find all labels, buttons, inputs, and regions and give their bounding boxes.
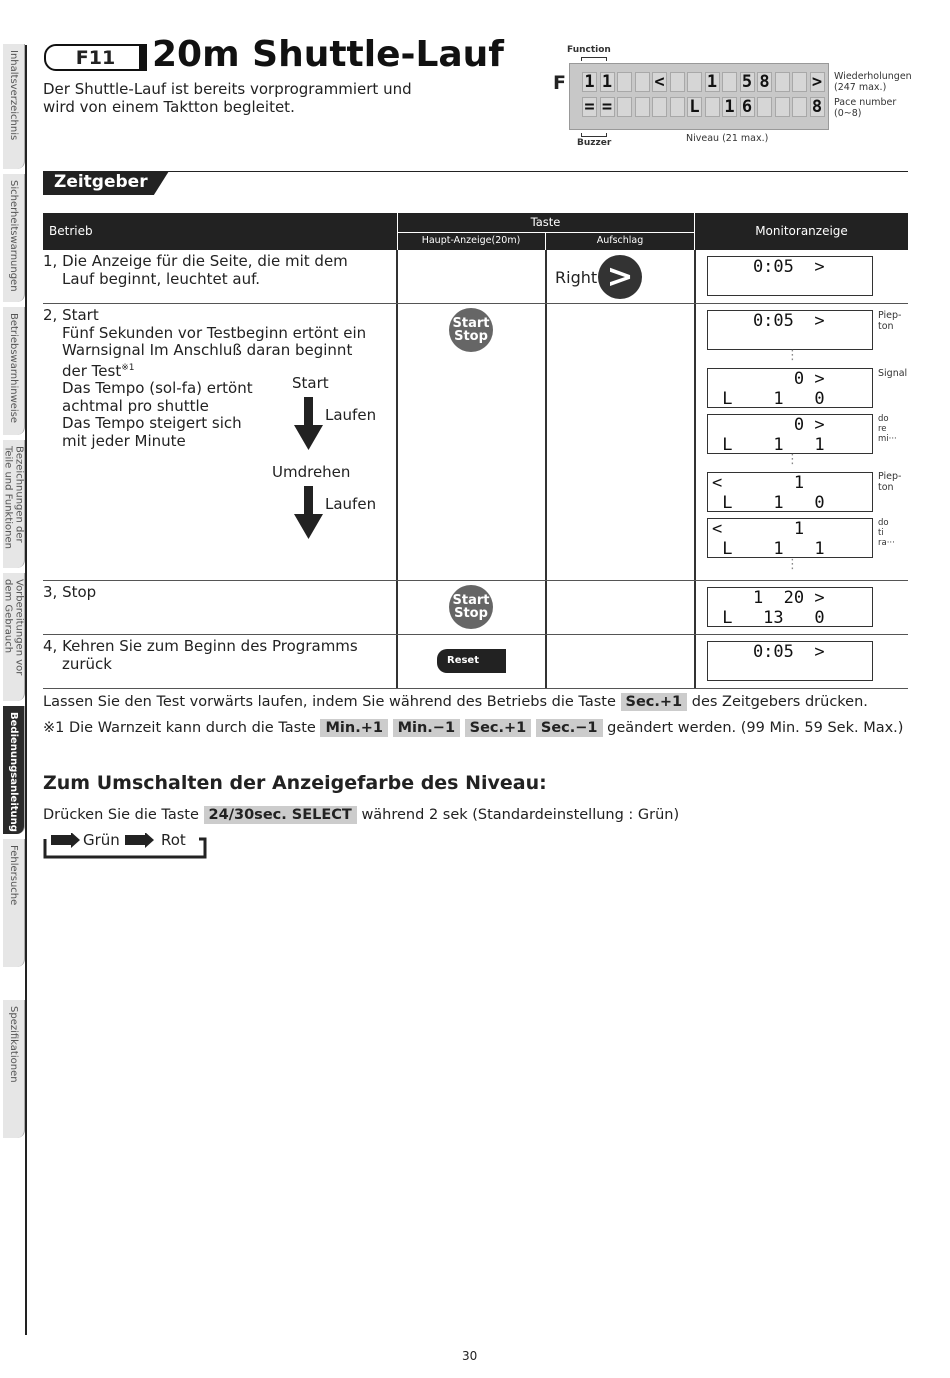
monitor-display (707, 472, 873, 512)
tab-inhaltsverzeichnis[interactable] (3, 44, 25, 169)
row-text: mit jeder Minute (62, 431, 186, 450)
color-instruction (43, 806, 679, 824)
row-text: 4, Kehren Sie zum Beginn des Programms (43, 637, 358, 655)
flow-umdrehen: Umdrehen (272, 463, 351, 481)
key-min-plus: Min.+1 (320, 719, 387, 737)
lcd-cell (775, 72, 790, 92)
note-text: ※1 Die Warnzeit kann durch die Taste (43, 720, 316, 736)
key-sec-plus: Sec.+1 (465, 719, 532, 737)
lcd-cell: 1 (722, 97, 737, 117)
tab-label: Bedienungsanleitung (8, 712, 19, 832)
monitor-display: 0:05 > (707, 641, 873, 681)
lcd-cell (617, 72, 632, 92)
table-row (43, 253, 348, 288)
column-divider (396, 250, 398, 688)
monitor-line: < 1 (712, 473, 825, 493)
monitor-line: L 1 1 (712, 435, 825, 455)
instruction-text: während 2 sek (Standardeinstellung : Grün) (361, 807, 680, 823)
row-text: 1, Die Anzeige für die Seite, die mit dem (43, 252, 348, 270)
monitor-note: Piep- ton (878, 471, 902, 493)
column-divider (694, 250, 696, 688)
lcd-cell (705, 97, 720, 117)
key-sec-minus: Sec.−1 (536, 719, 603, 737)
lcd-cell: L (687, 97, 702, 117)
tab-label: Inhaltsverzeichnis (8, 50, 19, 141)
monitor-line: 0 > (712, 415, 825, 435)
tab-label: Sicherheitswarnungen (8, 180, 19, 292)
monitor-line: L 1 0 (712, 493, 825, 513)
arrow-down-icon (294, 486, 324, 540)
lcd-cell: 8 (757, 72, 772, 92)
flow-start: Start (292, 374, 329, 392)
lcd-cell: 1 (705, 72, 720, 92)
lcd-cell (670, 97, 685, 117)
note-wiederholungen (834, 71, 912, 93)
header-divider (694, 213, 695, 250)
monitor-display: 0:05 > (707, 256, 873, 296)
lcd-cell: 8 (810, 97, 825, 117)
row-divider (43, 688, 908, 689)
monitor-line: 0:05 > (712, 311, 825, 331)
function-badge (44, 44, 147, 71)
row-text: Das Tempo steigert sich (62, 414, 242, 432)
function-bracket (581, 57, 607, 61)
lcd-cell: = (582, 97, 597, 117)
note-text: des Zeitgebers drücken. (691, 694, 868, 710)
tab-label: Spezifikationen (8, 1006, 19, 1083)
footnote-mark: ※1 (121, 362, 135, 373)
ellipsis-vertical: ⋮ (786, 348, 799, 363)
button-label: Stop (454, 606, 488, 621)
monitor-note: do ti ra··· (878, 518, 895, 548)
col-haupt: Haupt-Anzeige(20m) (421, 235, 521, 246)
page-title: 20m Shuttle-Lauf (152, 34, 504, 75)
instruction-text: Drücken Sie die Taste (43, 807, 199, 823)
col-monitor: Monitoranzeige (755, 224, 848, 238)
monitor-display (707, 518, 873, 558)
right-button[interactable] (598, 255, 642, 299)
row4-text (43, 638, 358, 673)
row-divider (43, 580, 908, 581)
note-text: geändert werden. (99 Min. 59 Sek. Max.) (607, 720, 904, 736)
monitor-display (707, 368, 873, 408)
right-label: Right (555, 268, 598, 287)
arrow-down-icon (294, 397, 324, 451)
note-line: (0~8) (834, 108, 862, 119)
reset-button[interactable]: Reset (437, 649, 506, 673)
lcd-cell (792, 97, 807, 117)
color-heading: Zum Umschalten der Anzeigefarbe des Niveau: (43, 772, 547, 794)
row-text: achtmal pro shuttle (62, 396, 209, 415)
monitor-line: L 1 0 (712, 389, 825, 409)
key-sec-plus: Sec.+1 (621, 693, 688, 711)
tab-betriebswarnhinweise[interactable] (3, 307, 25, 435)
row3-text: 3, Stop (43, 583, 97, 601)
col-aufschlag: Aufschlag (596, 235, 644, 246)
lcd-cell (652, 97, 667, 117)
tab-spezifikationen[interactable] (3, 1000, 25, 1138)
button-label: Stop (454, 329, 488, 344)
tab-fehlersuche[interactable] (3, 839, 25, 967)
button-label: Start (452, 316, 490, 331)
lcd-cell (722, 72, 737, 92)
lcd-cell: < (652, 72, 667, 92)
note-niveau: Niveau (21 max.) (686, 133, 769, 144)
key-min-minus: Min.−1 (393, 719, 460, 737)
f-letter: F (553, 72, 566, 94)
ellipsis-vertical: ⋮ (786, 452, 799, 467)
monitor-note: do re mi··· (878, 414, 897, 444)
col-betrieb: Betrieb (49, 224, 93, 238)
buzzer-bracket (581, 133, 607, 137)
lcd-cell (635, 97, 650, 117)
note-line: Pace number (834, 97, 897, 108)
lcd-cell: 5 (740, 72, 755, 92)
column-divider (545, 250, 547, 688)
monitor-display (707, 414, 873, 454)
monitor-display (707, 310, 873, 350)
row-text: Fünf Sekunden vor Testbeginn ertönt ein (62, 323, 367, 342)
row-text: Das Tempo (sol-fa) ertönt (62, 379, 253, 397)
buzzer-label: Buzzer (577, 138, 612, 148)
tab-bedienungsanleitung[interactable] (3, 706, 25, 834)
section-title: Zeitgeber (54, 172, 148, 192)
flow-laufen: Laufen (325, 406, 377, 424)
button-label: Start (452, 593, 490, 608)
row-text: der Test (62, 361, 122, 380)
note-warnzeit (43, 719, 903, 737)
color-gruen: Grün (83, 831, 120, 849)
monitor-note: Piep- ton (878, 310, 902, 332)
tab-sicherheitswarnungen[interactable] (3, 174, 25, 302)
note-forward (43, 693, 868, 711)
lcd-cell (635, 72, 650, 92)
header-divider (397, 213, 398, 250)
start-stop-button[interactable] (449, 308, 493, 352)
tab-label: Fehlersuche (8, 845, 19, 906)
row-text: Lauf beginnt, leuchtet auf. (62, 269, 261, 288)
lcd-cell: > (810, 72, 825, 92)
lcd-cell: = (600, 97, 615, 117)
note-pace (834, 97, 896, 119)
flow-laufen: Laufen (325, 495, 377, 513)
section-rule (158, 171, 908, 172)
monitor-line: 1 20 > (712, 588, 825, 608)
lcd-cell (617, 97, 632, 117)
lcd-cell (687, 72, 702, 92)
tab-label: Betriebswarnhinweise (8, 313, 19, 424)
note-line: Wiederholungen (834, 71, 912, 82)
lcd-preview (569, 63, 829, 130)
start-stop-button[interactable] (449, 585, 493, 629)
sidebar-divider (25, 45, 27, 1335)
lcd-cell (775, 97, 790, 117)
row-divider (43, 634, 908, 635)
lcd-cell (757, 97, 772, 117)
lcd-cell (670, 72, 685, 92)
tab-label: Bezeichnungen der Teile und Funktionen (3, 446, 25, 549)
tab-label: Vorbereitungen vor dem Gebrauch (3, 579, 25, 676)
monitor-note: Signal (878, 368, 908, 379)
monitor-line: 0 > (712, 369, 825, 389)
lcd-cell: 1 (582, 72, 597, 92)
intro-text: Der Shuttle-Lauf ist bereits vorprogrammiert und wird von einem Taktton begleitet. (43, 80, 412, 116)
monitor-display (707, 587, 873, 627)
tab-bezeichnungen[interactable] (3, 440, 25, 568)
sidebar-nav (0, 40, 27, 1150)
lcd-cell: 1 (600, 72, 615, 92)
monitor-line: < 1 (712, 519, 825, 539)
function-label: Function (567, 45, 611, 55)
note-line: (247 max.) (834, 82, 887, 93)
col-taste: Taste (530, 215, 561, 229)
row-text: Warnsignal Im Anschluß daran beginnt (62, 341, 353, 359)
tab-vorbereitungen[interactable] (3, 573, 25, 701)
key-24-30-select: 24/30sec. SELECT (204, 806, 357, 824)
lcd-cell (792, 72, 807, 92)
chevron-right-icon: > (606, 257, 634, 295)
page-number: 30 (462, 1349, 478, 1363)
ellipsis-vertical: ⋮ (786, 557, 799, 572)
row-text: 2, Start (43, 306, 99, 324)
lcd-cell: 6 (740, 97, 755, 117)
badge-label: F11 (75, 46, 116, 69)
note-text: Lassen Sie den Test vorwärts laufen, indem Sie während des Betriebs die Taste (43, 694, 616, 710)
row-divider (43, 303, 908, 304)
header-divider (545, 232, 546, 250)
monitor-line: L 13 0 (712, 608, 825, 628)
row-text: zurück (62, 654, 112, 673)
color-rot: Rot (161, 831, 186, 849)
monitor-line: L 1 1 (712, 539, 825, 559)
